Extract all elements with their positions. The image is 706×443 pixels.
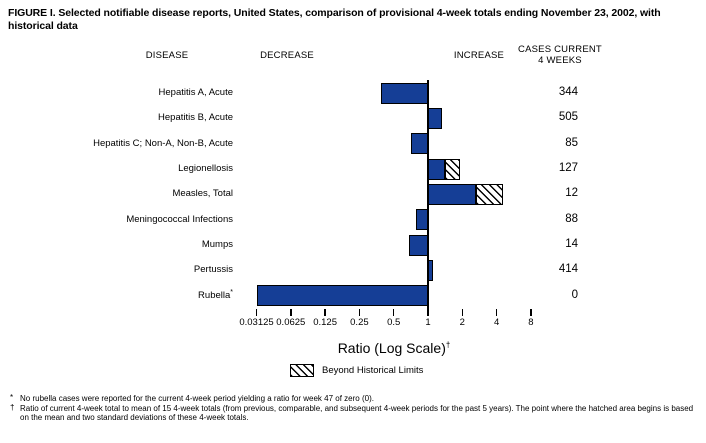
- column-header-increase: INCREASE: [453, 50, 505, 61]
- axis-tick-label: 4: [493, 317, 500, 328]
- axis-tick-label: 0.5: [387, 317, 401, 328]
- ratio-bar: [257, 285, 429, 306]
- legend-label: Beyond Historical Limits: [322, 365, 424, 376]
- axis-tick-label: 2: [459, 317, 465, 328]
- cases-value: 0: [571, 288, 578, 301]
- column-header-cases-line1: CASES CURRENT: [518, 44, 602, 55]
- disease-label: [0, 290, 233, 301]
- disease-label: [0, 264, 233, 275]
- disease-label-text: Rubella: [198, 289, 231, 301]
- axis-tick-label: 0.125: [313, 317, 337, 328]
- disease-label: [0, 188, 233, 199]
- axis-title: [256, 340, 532, 356]
- cases-value: 85: [565, 136, 578, 149]
- axis-tick: [530, 309, 532, 316]
- axis-tick: [359, 309, 361, 316]
- disease-label: [0, 87, 233, 98]
- disease-label: [0, 163, 233, 174]
- disease-label-text: Legionellosis: [178, 163, 233, 175]
- axis-tick: [256, 309, 258, 316]
- cases-value: 12: [565, 187, 578, 200]
- cases-value: 414: [558, 263, 578, 276]
- footnote-ratio: [8, 404, 702, 423]
- footnote-rubella: [8, 394, 702, 404]
- ratio-bar: [416, 209, 428, 230]
- ratio-bar: [381, 83, 428, 104]
- cases-value: 127: [558, 162, 578, 175]
- figure-title: FIGURE I. Selected notifiable disease reports, United States, comparison of provisional 4-week totals ending November 23, 2002, with historical data: [8, 7, 661, 32]
- cases-value: 344: [558, 86, 578, 98]
- footnote-dagger-symbol: †: [10, 402, 15, 412]
- ratio-bar: [428, 184, 476, 205]
- beyond-limits-hatch-swatch: [290, 364, 314, 377]
- column-header-cases-line2: 4 WEEKS: [538, 55, 582, 66]
- axis-tick-label: 8: [528, 317, 534, 328]
- axis-tick: [393, 309, 395, 316]
- disease-label-text: Mumps: [201, 239, 233, 251]
- ratio-bar: [428, 260, 433, 281]
- disease-label-text: Hepatitis B, Acute: [158, 112, 233, 124]
- column-header-decrease: DECREASE: [260, 50, 314, 61]
- disease-label-footnote-mark: *: [230, 288, 233, 296]
- disease-label-text: Meningococcal Infections: [126, 213, 233, 225]
- axis-tick: [290, 309, 292, 316]
- ratio-bar: [428, 159, 445, 180]
- ratio-bar: [428, 108, 442, 129]
- axis-tick: [324, 309, 326, 316]
- axis-title-dagger: †: [445, 340, 451, 350]
- axis-tick-label: 0.03125: [239, 317, 274, 328]
- footnotes: [8, 394, 702, 423]
- ratio-bar: [411, 133, 428, 154]
- disease-label-text: Pertussis: [193, 264, 233, 276]
- disease-label-text: Measles, Total: [172, 188, 233, 200]
- axis-tick: [427, 309, 429, 316]
- cases-value: 88: [565, 212, 578, 225]
- axis-tick: [496, 309, 498, 316]
- cases-value: 505: [558, 111, 578, 124]
- disease-label-text: Hepatitis A, Acute: [158, 87, 233, 98]
- disease-label: [0, 112, 233, 123]
- axis-tick-label: 0.25: [350, 317, 369, 328]
- footnote-dagger-text: Ratio of current 4-week total to mean of 15 4-week totals (from previous, comparable, and subsequent 4-week periods for the past 5 years). The point where the hatched area begins is based on the mean and two standard deviations of these 4-week totals.: [20, 403, 694, 422]
- footnote-asterisk-symbol: *: [10, 393, 14, 402]
- axis-tick-label: 0.0625: [276, 317, 306, 328]
- cases-value: 14: [565, 238, 578, 251]
- axis-tick: [462, 309, 464, 316]
- footnote-asterisk-text: No rubella cases were reported for the current 4-week period yielding a ratio for week 47 of zero (0).: [20, 394, 374, 403]
- disease-label: [0, 239, 233, 250]
- disease-label: [0, 138, 233, 149]
- beyond-limits-bar: [445, 159, 460, 180]
- axis-tick-label: 1: [425, 317, 431, 328]
- disease-label: [0, 214, 233, 225]
- ratio-bar: [409, 235, 428, 256]
- axis-title-text: Ratio (Log Scale): [337, 340, 446, 356]
- column-header-disease: DISEASE: [145, 50, 189, 61]
- disease-label-text: Hepatitis C; Non-A, Non-B, Acute: [93, 137, 233, 149]
